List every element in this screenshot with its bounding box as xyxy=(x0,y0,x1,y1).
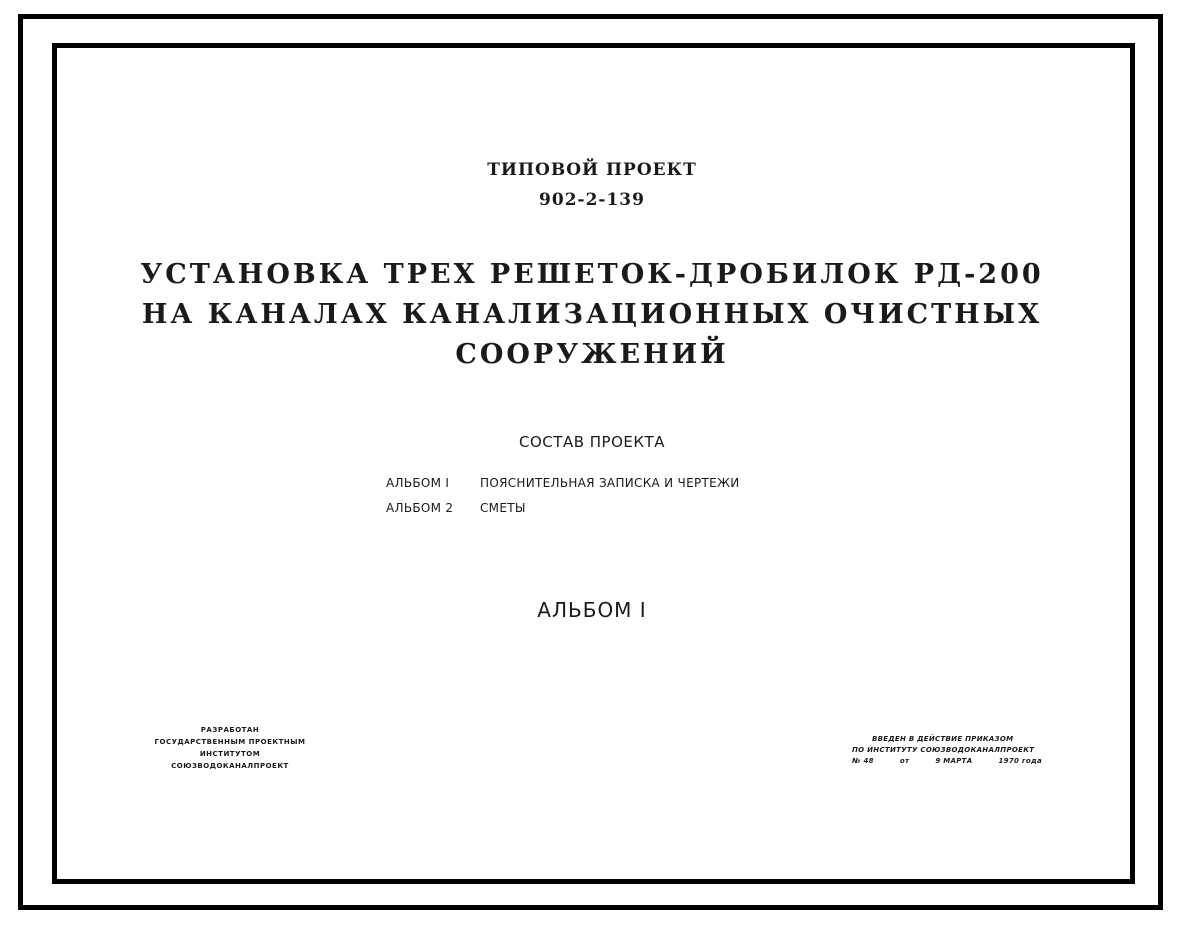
order-from: от xyxy=(899,757,910,765)
composition-heading: СОСТАВ ПРОЕКТА xyxy=(519,433,665,451)
developer-line: РАЗРАБОТАН xyxy=(200,726,260,734)
developer-line: СОЮЗВОДОКАНАЛПРОЕКТ xyxy=(171,762,289,770)
project-number: 902-2-139 xyxy=(539,190,645,210)
developer-line: ИНСТИТУТОМ xyxy=(199,750,261,758)
album-row xyxy=(386,470,740,495)
order-year: 1970 года xyxy=(998,757,1042,765)
developer-block xyxy=(140,724,320,772)
album-list xyxy=(386,470,740,520)
enactment-line: ВВЕДЕН В ДЕЙСТВИЕ ПРИКАЗОМ xyxy=(872,735,1014,743)
album-content: ПОЯСНИТЕЛЬНАЯ ЗАПИСКА И ЧЕРТЕЖИ xyxy=(480,475,740,490)
title-line-2: НА КАНАЛАХ КАНАЛИЗАЦИОННЫХ ОЧИСТНЫХ xyxy=(141,299,1043,330)
enactment-block xyxy=(852,734,1042,767)
order-number: № 48 xyxy=(852,757,874,765)
album-name: АЛЬБОМ I xyxy=(386,475,450,490)
album-label: АЛЬБОМ I xyxy=(537,598,647,622)
developer-line: ГОСУДАРСТВЕННЫМ ПРОЕКТНЫМ xyxy=(154,738,306,746)
title-line-1: УСТАНОВКА ТРЕХ РЕШЕТОК-ДРОБИЛОК РД-200 xyxy=(140,259,1044,290)
enactment-details xyxy=(852,756,1042,767)
document-title xyxy=(0,255,1184,375)
album-row xyxy=(386,495,740,520)
order-date: 9 МАРТА xyxy=(935,757,973,765)
title-line-3: СООРУЖЕНИЙ xyxy=(455,339,729,370)
album-content: СМЕТЫ xyxy=(480,500,526,515)
project-label: ТИПОВОЙ ПРОЕКТ xyxy=(487,160,697,180)
enactment-line: ПО ИНСТИТУТУ СОЮЗВОДОКАНАЛПРОЕКТ xyxy=(852,746,1035,754)
album-name: АЛЬБОМ 2 xyxy=(386,500,454,515)
